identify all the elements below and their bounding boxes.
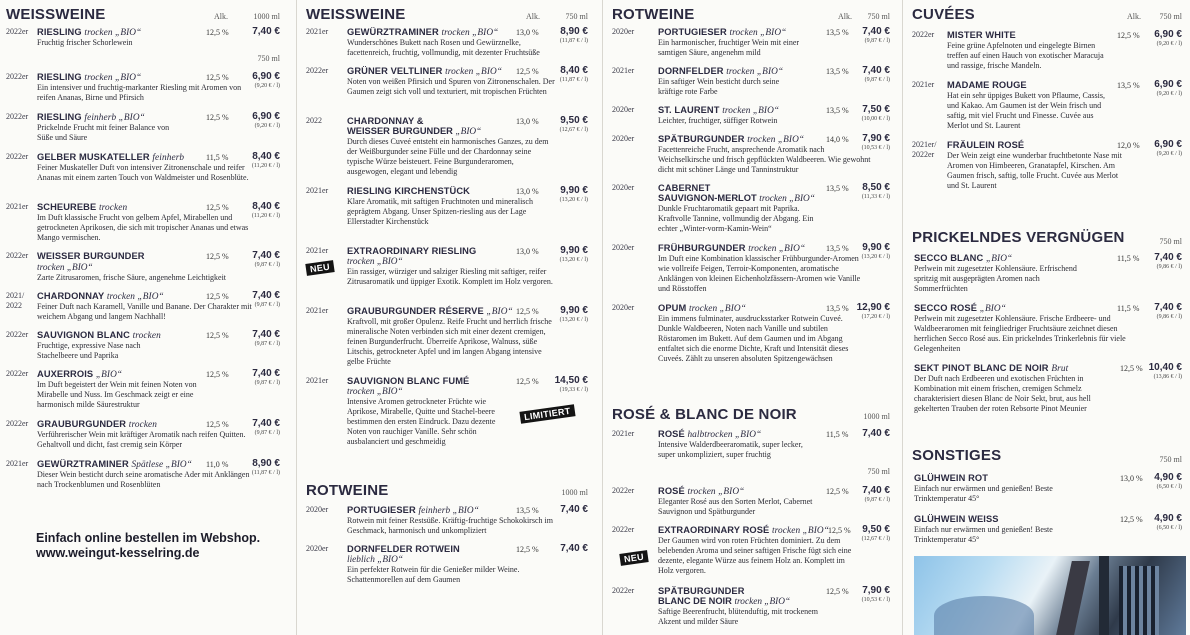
wine-alcohol: 12,5 % <box>206 420 229 429</box>
price-per-liter: (13,20 € / l) <box>559 257 588 263</box>
column-cuvees-sparkling <box>906 0 1190 635</box>
wine-year: 2020er <box>612 303 635 312</box>
wine-price: 7,40 € <box>862 26 890 37</box>
wine-name: GRAUBURGUNDER trocken <box>37 419 158 430</box>
price-per-liter: (11,20 € / l) <box>251 163 280 169</box>
wine-price: 7,40 € <box>252 368 280 379</box>
wine-alcohol: 13,5 % <box>516 506 539 515</box>
wine-year: 2022er <box>6 369 29 378</box>
wine-description: Kraftvoll, mit großer Opulenz. Reife Frucht und herrlich frische mineralische Noten verbinden sich mit einer dezent cremigen, feinen Burgunderfrucht. Überreife Aprikose, Walnuss, süße Litschis, getrockneter Apfel und im langen Abgang intensive gelbe Früchte <box>347 317 552 366</box>
webshop-text: Einfach online bestellen im Webshop. <box>36 531 261 545</box>
wine-name: EXTRAORDINARY ROSÉ trocken „BIO“ <box>658 525 829 536</box>
wine-description: Rotwein mit feiner Restsüße. Kräftig-fruchtige Schokokirsch im Geschmack, harmonisch und unkompliziert <box>347 516 553 535</box>
section-header <box>912 447 1182 467</box>
section-title: PRICKELNDES VERGNÜGEN <box>912 229 1125 246</box>
wine-description: Ein rassiger, würziger und salziger Riesling mit saftiger, reifer Zitrusaromatik und üppiger Exotik. Komplett im Holz vergoren. <box>347 267 553 286</box>
wine-alcohol: 13,5 % <box>1117 81 1140 90</box>
volume-label: 750 ml <box>565 12 588 21</box>
section-title: ROTWEINE <box>612 6 695 23</box>
price-per-liter: (9,86 € / l) <box>1156 314 1182 320</box>
wine-year: 2022er <box>6 152 29 161</box>
wine-name: RIESLING trocken „BIO“ <box>37 72 142 83</box>
wine-description: Feiner Duft nach Karamell, Vanille und Banane. Der Charakter mit weichem Abgang und langem Nachhall! <box>37 302 252 321</box>
wine-name: FRÜHBURGUNDER trocken „BIO“ <box>658 243 806 254</box>
wine-name: SECCO BLANC „BIO“ <box>914 253 1013 264</box>
wine-alcohol: 11,5 % <box>206 153 229 162</box>
price-per-liter: (19,33 € / l) <box>559 387 588 393</box>
column-white-wines-2 <box>300 0 596 635</box>
limited-badge: LIMITIERT <box>519 404 575 423</box>
price-per-liter: (9,86 € / l) <box>1156 264 1182 270</box>
price-per-liter: (13,20 € / l) <box>559 197 588 203</box>
section-header <box>612 406 890 426</box>
wine-alcohol: 12,0 % <box>1117 141 1140 150</box>
wine-description: Perlwein mit zugesetzter Kohlensäure. Erfrischend spritzig mit ausgeprägten Aromen nach Sommerfrüchten <box>914 264 1077 293</box>
volume-label: 750 ml <box>257 54 280 63</box>
wine-alcohol: 12,5 % <box>1120 515 1143 524</box>
wine-name: GLÜHWEIN WEISS <box>914 514 999 524</box>
section-title: SONSTIGES <box>912 447 1002 464</box>
volume-label: 750 ml <box>1159 455 1182 464</box>
wine-description: Ein immens fulminater, ausdrucksstarker Rotwein Cuveé. Dunkle Waldbeeren, Noten nach Vanille und subtilen Röstaromen im Bukett. Auf dem Gaumen und im Abgang entfaltet sich die enorme Dichte, Kraft und Intensität dieses Cuveés. Zählt zu unseren absoluten Spitzengewächsen <box>658 314 849 363</box>
wine-name: DORNFELDER trocken „BIO“ <box>658 66 784 77</box>
wine-style: lieblich „BIO“ <box>347 555 404 565</box>
price-per-liter: (9,20 € / l) <box>254 123 280 129</box>
wine-price: 7,40 € <box>862 485 890 496</box>
price-per-liter: (9,87 € / l) <box>254 430 280 436</box>
wine-style: trocken „BIO“ <box>347 387 403 397</box>
wine-name: SAUVIGNON BLANC FUMÉ <box>347 376 470 386</box>
alcohol-column-label: Alk. <box>214 12 228 21</box>
wine-description: Der Duft nach Erdbeeren und exotischen Früchten in Kombination mit einem frischen, cremigen Schmelz charakterisiert diesen Blanc de Noir Sekt, brut, aus hell gekelterten Trauben der roten Rebsorte Pinot Meunier <box>914 374 1091 413</box>
wine-alcohol: 11,5 % <box>1117 254 1140 263</box>
wine-alcohol: 12,5 % <box>826 487 849 496</box>
wine-description: Einfach nur erwärmen und genießen! Beste Trinktemperatur 45° <box>914 484 1053 503</box>
wine-price: 12,90 € <box>856 302 890 313</box>
wine-description: Verführerischer Wein mit kräftiger Aromatik nach reifen Quitten. Gehaltvoll und dicht, fast cremig sein Körper <box>37 430 246 449</box>
wine-price: 8,90 € <box>560 26 588 37</box>
wine-alcohol: 12,5 % <box>826 587 849 596</box>
wine-year: 2022er <box>612 525 635 534</box>
wine-year: 2022er <box>6 330 29 339</box>
wine-name: GLÜHWEIN ROT <box>914 473 989 483</box>
wine-alcohol: 13,5 % <box>826 244 849 253</box>
wine-alcohol: 13,0 % <box>516 247 539 256</box>
wine-price: 7,40 € <box>252 26 280 37</box>
wine-description: Ein intensiver und fruchtig-markanter Riesling mit Aromen von reifen Ananas, Birne und Pfirsich <box>37 83 242 102</box>
section-title: WEISSWEINE <box>306 6 406 23</box>
section-header <box>612 6 890 26</box>
wine-price: 7,50 € <box>862 104 890 115</box>
wine-price: 8,40 € <box>252 151 280 162</box>
wine-alcohol: 13,5 % <box>826 106 849 115</box>
wine-description: Ein saftiger Wein besticht durch seine kräftige rote Farbe <box>658 77 780 96</box>
wine-price: 6,90 € <box>252 111 280 122</box>
wine-description: Klare Aromatik, mit saftigen Fruchtnoten und mineralisch geprägtem Abgang. Unser Spitzen-riesling aus der Lage Ellerstadter Kirchenstück <box>347 197 533 226</box>
wine-year: 2022er <box>6 112 29 121</box>
wine-name: GELBER MUSKATELLER feinherb <box>37 152 185 163</box>
wine-alcohol: 13,5 % <box>826 67 849 76</box>
price-per-liter: (9,20 € / l) <box>1156 91 1182 97</box>
wine-alcohol: 11,5 % <box>826 430 849 439</box>
price-per-liter: (17,20 € / l) <box>861 314 890 320</box>
price-per-liter: (9,20 € / l) <box>254 83 280 89</box>
wine-description: Dieser Wein besticht durch seine aromatische Ader mit Anklängen nach Trockenblumen und Rosenblüten <box>37 470 250 489</box>
price-per-liter: (11,87 € / l) <box>251 470 280 476</box>
wine-price: 9,90 € <box>560 245 588 256</box>
wine-name: GRÜNER VELTLINER trocken „BIO“ <box>347 66 503 77</box>
wine-description: Ein perfekter Rotwein für die Genießer milder Weine. Schattenmorellen auf dem Gaumen <box>347 565 520 584</box>
wine-name: ROSÉ halbtrocken „BIO“ <box>658 429 762 440</box>
wine-name-line-2: WEISSER BURGUNDER „BIO“ <box>347 126 482 137</box>
wine-name: SECCO ROSÉ „BIO“ <box>914 303 1007 314</box>
wine-name: SAUVIGNON BLANC trocken <box>37 330 161 341</box>
wine-price: 8,40 € <box>560 65 588 76</box>
volume-label: 750 ml <box>867 12 890 21</box>
section-header <box>306 482 588 502</box>
wine-description: Im Duft begeistert der Wein mit feinen Noten von Mirabelle und Nuss. Im Geschmack zeigt er eine harmonisch milde Säurestruktur <box>37 380 197 409</box>
section-title: ROSÉ & BLANC DE NOIR <box>612 406 797 423</box>
section-title: CUVÉES <box>912 6 975 23</box>
wine-price: 7,40 € <box>560 504 588 515</box>
section-title: WEISSWEINE <box>6 6 106 23</box>
wine-year: 2022er <box>6 419 29 428</box>
wine-description: Im Duft eine Kombination klassischer Frühburgunder-Aromen wie vollreife Feigen, Terroir-Komponenten, aromatische Anklängen von kleinen Eichenholzfässern-Aromen wie Vanille und Rösstoffen <box>658 254 861 293</box>
webshop-link[interactable]: www.weingut-kesselring.de <box>36 546 200 560</box>
section-header <box>306 6 588 26</box>
price-per-liter: (9,87 € / l) <box>254 262 280 268</box>
wine-alcohol: 12,5 % <box>828 526 851 535</box>
wine-name: SCHEUREBE trocken <box>37 202 128 213</box>
wine-price: 7,90 € <box>862 133 890 144</box>
price-per-liter: (10,00 € / l) <box>861 116 890 122</box>
price-per-liter: (9,87 € / l) <box>254 341 280 347</box>
price-per-liter: (9,87 € / l) <box>254 380 280 386</box>
wine-price: 4,90 € <box>1154 513 1182 524</box>
wine-alcohol: 11,5 % <box>1117 304 1140 313</box>
wine-price: 9,50 € <box>862 524 890 535</box>
wine-description: Fruchtig frischer Schorlewein <box>37 38 133 47</box>
wine-price: 9,90 € <box>560 305 588 316</box>
new-badge: NEU <box>305 260 334 276</box>
wine-name: DORNFELDER ROTWEIN <box>347 544 460 554</box>
wine-name: GEWÜRZTRAMINER trocken „BIO“ <box>347 27 499 38</box>
section-header <box>912 6 1182 26</box>
price-per-liter: (9,20 € / l) <box>1156 41 1182 47</box>
wine-name-line-2: BLANC DE NOIR trocken „BIO“ <box>658 596 791 607</box>
price-per-liter: (12,67 € / l) <box>861 536 890 542</box>
wine-price: 7,40 € <box>1154 252 1182 263</box>
wine-name: RIESLING KIRCHENSTÜCK <box>347 186 470 196</box>
wine-year: 2021er <box>612 429 635 438</box>
wine-description: Fruchtige, expressive Nase nach Stachelbeere und Paprika <box>37 341 141 360</box>
wine-alcohol: 13,5 % <box>826 304 849 313</box>
wine-year: 2021er <box>306 306 329 315</box>
volume-label: 750 ml <box>867 467 890 476</box>
wine-alcohol: 12,5 % <box>516 307 539 316</box>
wine-name: ROSÉ trocken „BIO“ <box>658 486 745 497</box>
wine-description: Dunkle Fruchtaromatik gepaart mit Paprika. Kraftvolle Tannine, vollmundig der Abgang. Ein echter „Winter-vorm-Kamin-Wein“ <box>658 204 814 233</box>
wine-name: CHARDONNAY trocken „BIO“ <box>37 291 164 302</box>
wine-name: SEKT PINOT BLANC DE NOIR Brut <box>914 363 1069 374</box>
wine-alcohol: 12,5 % <box>206 203 229 212</box>
wine-description: Im Duft klassische Frucht von gelbem Apfel, Mirabellen und getrockneten Aprikosen, die sich mit tropischer Ananas und etwas Mango vermischen. <box>37 213 249 242</box>
wine-alcohol: 12,5 % <box>206 28 229 37</box>
wine-price: 4,90 € <box>1154 472 1182 483</box>
wine-description: Wunderschönes Bukett nach Rosen und Gewürznelke, facettenreich, fruchtig, vollmundig, mit dezenter Fruchtsüße <box>347 38 540 57</box>
price-per-liter: (10,53 € / l) <box>861 597 890 603</box>
wine-alcohol: 12,5 % <box>206 73 229 82</box>
wine-alcohol: 12,5 % <box>1120 364 1143 373</box>
alcohol-column-label: Alk. <box>1127 12 1141 21</box>
price-per-liter: (11,87 € / l) <box>559 38 588 44</box>
wine-year: 2020er <box>612 27 635 36</box>
wine-year: 2022er <box>6 27 29 36</box>
wine-year: 2021er <box>6 202 29 211</box>
price-per-liter: (12,67 € / l) <box>559 127 588 133</box>
wine-alcohol: 12,5 % <box>206 292 229 301</box>
price-per-liter: (9,87 € / l) <box>254 302 280 308</box>
wine-name: MADAME ROUGE <box>947 80 1027 90</box>
wine-year: 2021er <box>306 27 329 36</box>
wine-year: 2021er <box>6 459 29 468</box>
wine-alcohol: 12,5 % <box>206 113 229 122</box>
wine-description: Intensive Aromen getrockneter Früchte wie Aprikose, Mirabelle, Quitte und Stachel-beere bestimmen den ersten Eindruck. Dazu dezente Noten von rauchiger Vanille. Sehr schön ausbalanciert und geschmeidig <box>347 397 496 446</box>
wine-year: 2021er <box>612 66 635 75</box>
price-per-liter: (9,87 € / l) <box>864 38 890 44</box>
wine-price: 7,40 € <box>1154 302 1182 313</box>
wine-name: GRAUBURGUNDER RÉSERVE „BIO“ <box>347 306 513 317</box>
wine-year: 2020er <box>612 183 635 192</box>
wine-alcohol: 11,0 % <box>206 460 229 469</box>
wine-year: 2020er <box>612 134 635 143</box>
wine-alcohol: 13,0 % <box>516 28 539 37</box>
volume-label: 750 ml <box>1159 237 1182 246</box>
wine-price: 7,40 € <box>252 418 280 429</box>
wine-style: trocken „BIO“ <box>37 263 93 273</box>
wine-alcohol: 14,0 % <box>826 135 849 144</box>
column-red-wines <box>606 0 898 635</box>
price-per-liter: (13,86 € / l) <box>1153 374 1182 380</box>
wine-price: 7,40 € <box>252 250 280 261</box>
price-per-liter: (13,20 € / l) <box>559 317 588 323</box>
wine-name: PORTUGIESER feinherb „BIO“ <box>347 505 480 516</box>
wine-alcohol: 13,5 % <box>826 28 849 37</box>
wine-alcohol: 13,0 % <box>516 117 539 126</box>
price-per-liter: (11,20 € / l) <box>251 213 280 219</box>
decorative-photo <box>914 556 1186 635</box>
wine-description: Intensive Walderdbeeraromatik, super lecker, super unkompliziert, super fruchtig <box>658 440 803 459</box>
wine-name: EXTRAORDINARY RIESLING <box>347 246 477 256</box>
wine-name: RIESLING feinherb „BIO“ <box>37 112 145 123</box>
wine-alcohol: 13,5 % <box>826 184 849 193</box>
wine-price: 7,40 € <box>862 428 890 439</box>
wine-name: PORTUGIESER trocken „BIO“ <box>658 27 787 38</box>
wine-year: 2021er/ 2022er <box>912 140 937 159</box>
wine-price: 8,40 € <box>252 201 280 212</box>
wine-alcohol: 12,5 % <box>206 252 229 261</box>
wine-price: 9,90 € <box>560 185 588 196</box>
wine-name: FRÄULEIN ROSÉ <box>947 140 1025 150</box>
wine-name: SPÄTBURGUNDER trocken „BIO“ <box>658 134 805 145</box>
wine-year: 2021er <box>306 186 329 195</box>
price-per-liter: (13,20 € / l) <box>861 254 890 260</box>
wine-year: 2021er <box>306 246 329 255</box>
wine-description: Perlwein mit zugesetzter Kohlensäure. Frische Erdbeere- und Waldbeeraromen mit feingliedriger Fruchtsäure zeichnet diesen herrlichen Secco Rosé aus. Ein prickelndes Trinkerlebnis für viele Gelegenheiten <box>914 314 1126 353</box>
wine-price: 6,90 € <box>1154 79 1182 90</box>
wine-description: Leichter, fruchtiger, süffiger Rotwein <box>658 116 778 125</box>
wine-year: 2022er <box>306 66 329 75</box>
wine-name: CHARDONNAY & <box>347 116 424 126</box>
wine-name-line-2: SAUVIGNON-MERLOT trocken „BIO“ <box>658 193 815 204</box>
price-per-liter: (10,53 € / l) <box>861 145 890 151</box>
price-per-liter: (9,87 € / l) <box>864 77 890 83</box>
wine-description: Der Gaumen wird von roten Früchten dominiert. Zu dem belebenden Aroma und seiner saftigen Frische fügt sich eine dezente, elegante Würze aus feinem Holz an. Komplett im Holz vergoren. <box>658 536 852 575</box>
wine-price: 7,90 € <box>862 585 890 596</box>
wine-description: Hat ein sehr üppiges Bukett von Pflaume, Cassis, und Kakao. Am Gaumen ist der Wein frisch und saftig, mit viel Frucht und Finesse. Cuvée aus Merlot und St. Laurent <box>947 91 1105 130</box>
wine-alcohol: 12,5 % <box>206 331 229 340</box>
wine-name: OPUM trocken „BIO“ <box>658 303 746 314</box>
wine-name: CABERNET <box>658 183 711 193</box>
wine-year: 2020er <box>306 544 329 553</box>
wine-price: 6,90 € <box>1154 139 1182 150</box>
wine-year: 2022er <box>6 72 29 81</box>
wine-description: Ein harmonischer, fruchtiger Wein mit einer samtigen Säure, angenehm mild <box>658 38 800 57</box>
section-header <box>6 6 280 26</box>
wine-name: AUXERROIS „BIO“ <box>37 369 123 380</box>
wine-name: RIESLING trocken „BIO“ <box>37 27 142 38</box>
wine-description: Zarte Zitrusaromen, frische Säure, angenehme Leichtigkeit <box>37 273 227 282</box>
volume-label: 750 ml <box>1159 12 1182 21</box>
wine-year: 2021er <box>912 80 935 89</box>
wine-year: 2021er <box>306 376 329 385</box>
wine-description: Durch dieses Cuveé entsteht ein harmonisches Ganzes, zu dem der Weißburgunder seine Fülle und der Chardonnay seine typische Würze beisteuert. Feine Burgunderaromen, ausgewogen, elegant und lebendig <box>347 137 549 176</box>
wine-description: Eleganter Rosé aus den Sorten Merlot, Cabernet Sauvignon und Spätburgunder <box>658 497 813 516</box>
wine-price: 9,90 € <box>862 242 890 253</box>
new-badge: NEU <box>619 550 648 566</box>
wine-price: 14,50 € <box>554 375 588 386</box>
wine-name: SPÄTBURGUNDER <box>658 586 745 596</box>
wine-alcohol: 12,5 % <box>206 370 229 379</box>
wine-name: WEISSER BURGUNDER <box>37 251 145 261</box>
volume-label: 1000 ml <box>253 12 280 21</box>
wine-year: 2022er <box>912 30 935 39</box>
wine-style: trocken „BIO“ <box>347 257 403 267</box>
price-per-liter: (11,33 € / l) <box>861 194 890 200</box>
volume-label: 1000 ml <box>863 412 890 421</box>
wine-alcohol: 12,5 % <box>516 377 539 386</box>
price-per-liter: (11,87 € / l) <box>559 77 588 83</box>
webshop-promo <box>36 531 260 561</box>
wine-alcohol: 13,0 % <box>516 187 539 196</box>
wine-alcohol: 13,0 % <box>1120 474 1143 483</box>
wine-description: Facettenreiche Frucht, ansprechende Aromatik nach Weichselkirsche und frisch gepflückten Waldbeeren. Wie gewohnt dicht mit schöner Länge und Tanninstruktur <box>658 145 871 174</box>
wine-price: 8,90 € <box>252 458 280 469</box>
wine-price: 10,40 € <box>1148 362 1182 373</box>
volume-label: 1000 ml <box>561 488 588 497</box>
wine-alcohol: 12,5 % <box>516 545 539 554</box>
price-per-liter: (9,87 € / l) <box>864 497 890 503</box>
section-header <box>912 229 1182 249</box>
wine-description: Noten von weißen Pfirsich und Spuren von Zitronenschalen. Der Gaumen zeigt sich voll und texturiert, mit tropischen Früchten <box>347 77 555 96</box>
wine-description: Einfach nur erwärmen und genießen! Beste Trinktemperatur 45° <box>914 525 1053 544</box>
wine-year: 2022er <box>612 586 635 595</box>
wine-price: 7,40 € <box>560 543 588 554</box>
section-title: ROTWEINE <box>306 482 389 499</box>
wine-year: 2020er <box>612 105 635 114</box>
price-per-liter: (6,50 € / l) <box>1156 525 1182 531</box>
wine-name: ST. LAURENT trocken „BIO“ <box>658 105 780 116</box>
wine-year: 2022er <box>612 486 635 495</box>
wine-price: 7,40 € <box>862 65 890 76</box>
wine-description: Der Wein zeigt eine wunderbar fruchtbetonte Nase mit Aromen von Himbeeren, Granatapfel, Kirschen. Am Gaumen frisch, saftig, tolle Frucht. Cuvée aus Merlot und St. Laurent <box>947 151 1122 190</box>
wine-price: 7,40 € <box>252 290 280 301</box>
wine-year: 2020er <box>306 505 329 514</box>
wine-description: Feiner Muskateller Duft von intensiver Zitronenschale und reifer Ananas mit einem zarten Touch von Waldmeister und Rosenblüte. <box>37 163 249 182</box>
wine-price: 8,50 € <box>862 182 890 193</box>
wine-description: Feine grüne Apfelnoten und eingelegte Birnen treffen auf einen Hauch von exotischer Maracuja und rassige, frische Mandeln. <box>947 41 1104 70</box>
price-per-liter: (9,20 € / l) <box>1156 151 1182 157</box>
wine-year: 2022er <box>6 251 29 260</box>
wine-price: 7,40 € <box>252 329 280 340</box>
wine-name: MISTER WHITE <box>947 30 1016 40</box>
wine-year: 2022 <box>306 116 322 125</box>
wine-description: Saftige Beerenfrucht, blütenduftig, mit trockenem Akzent und milder Säure <box>658 607 818 626</box>
wine-alcohol: 12,5 % <box>516 67 539 76</box>
price-per-liter: (6,50 € / l) <box>1156 484 1182 490</box>
alcohol-column-label: Alk. <box>526 12 540 21</box>
wine-description: Prickelnde Frucht mit feiner Balance von Süße und Säure <box>37 123 170 142</box>
wine-price: 6,90 € <box>1154 29 1182 40</box>
alcohol-column-label: Alk. <box>838 12 852 21</box>
wine-price: 9,50 € <box>560 115 588 126</box>
wine-year: 2020er <box>612 243 635 252</box>
wine-name: GEWÜRZTRAMINER Spätlese „BIO“ <box>37 459 193 470</box>
wine-alcohol: 12,5 % <box>1117 31 1140 40</box>
wine-price: 6,90 € <box>252 71 280 82</box>
wine-year: 2021/ 2022 <box>6 291 25 310</box>
